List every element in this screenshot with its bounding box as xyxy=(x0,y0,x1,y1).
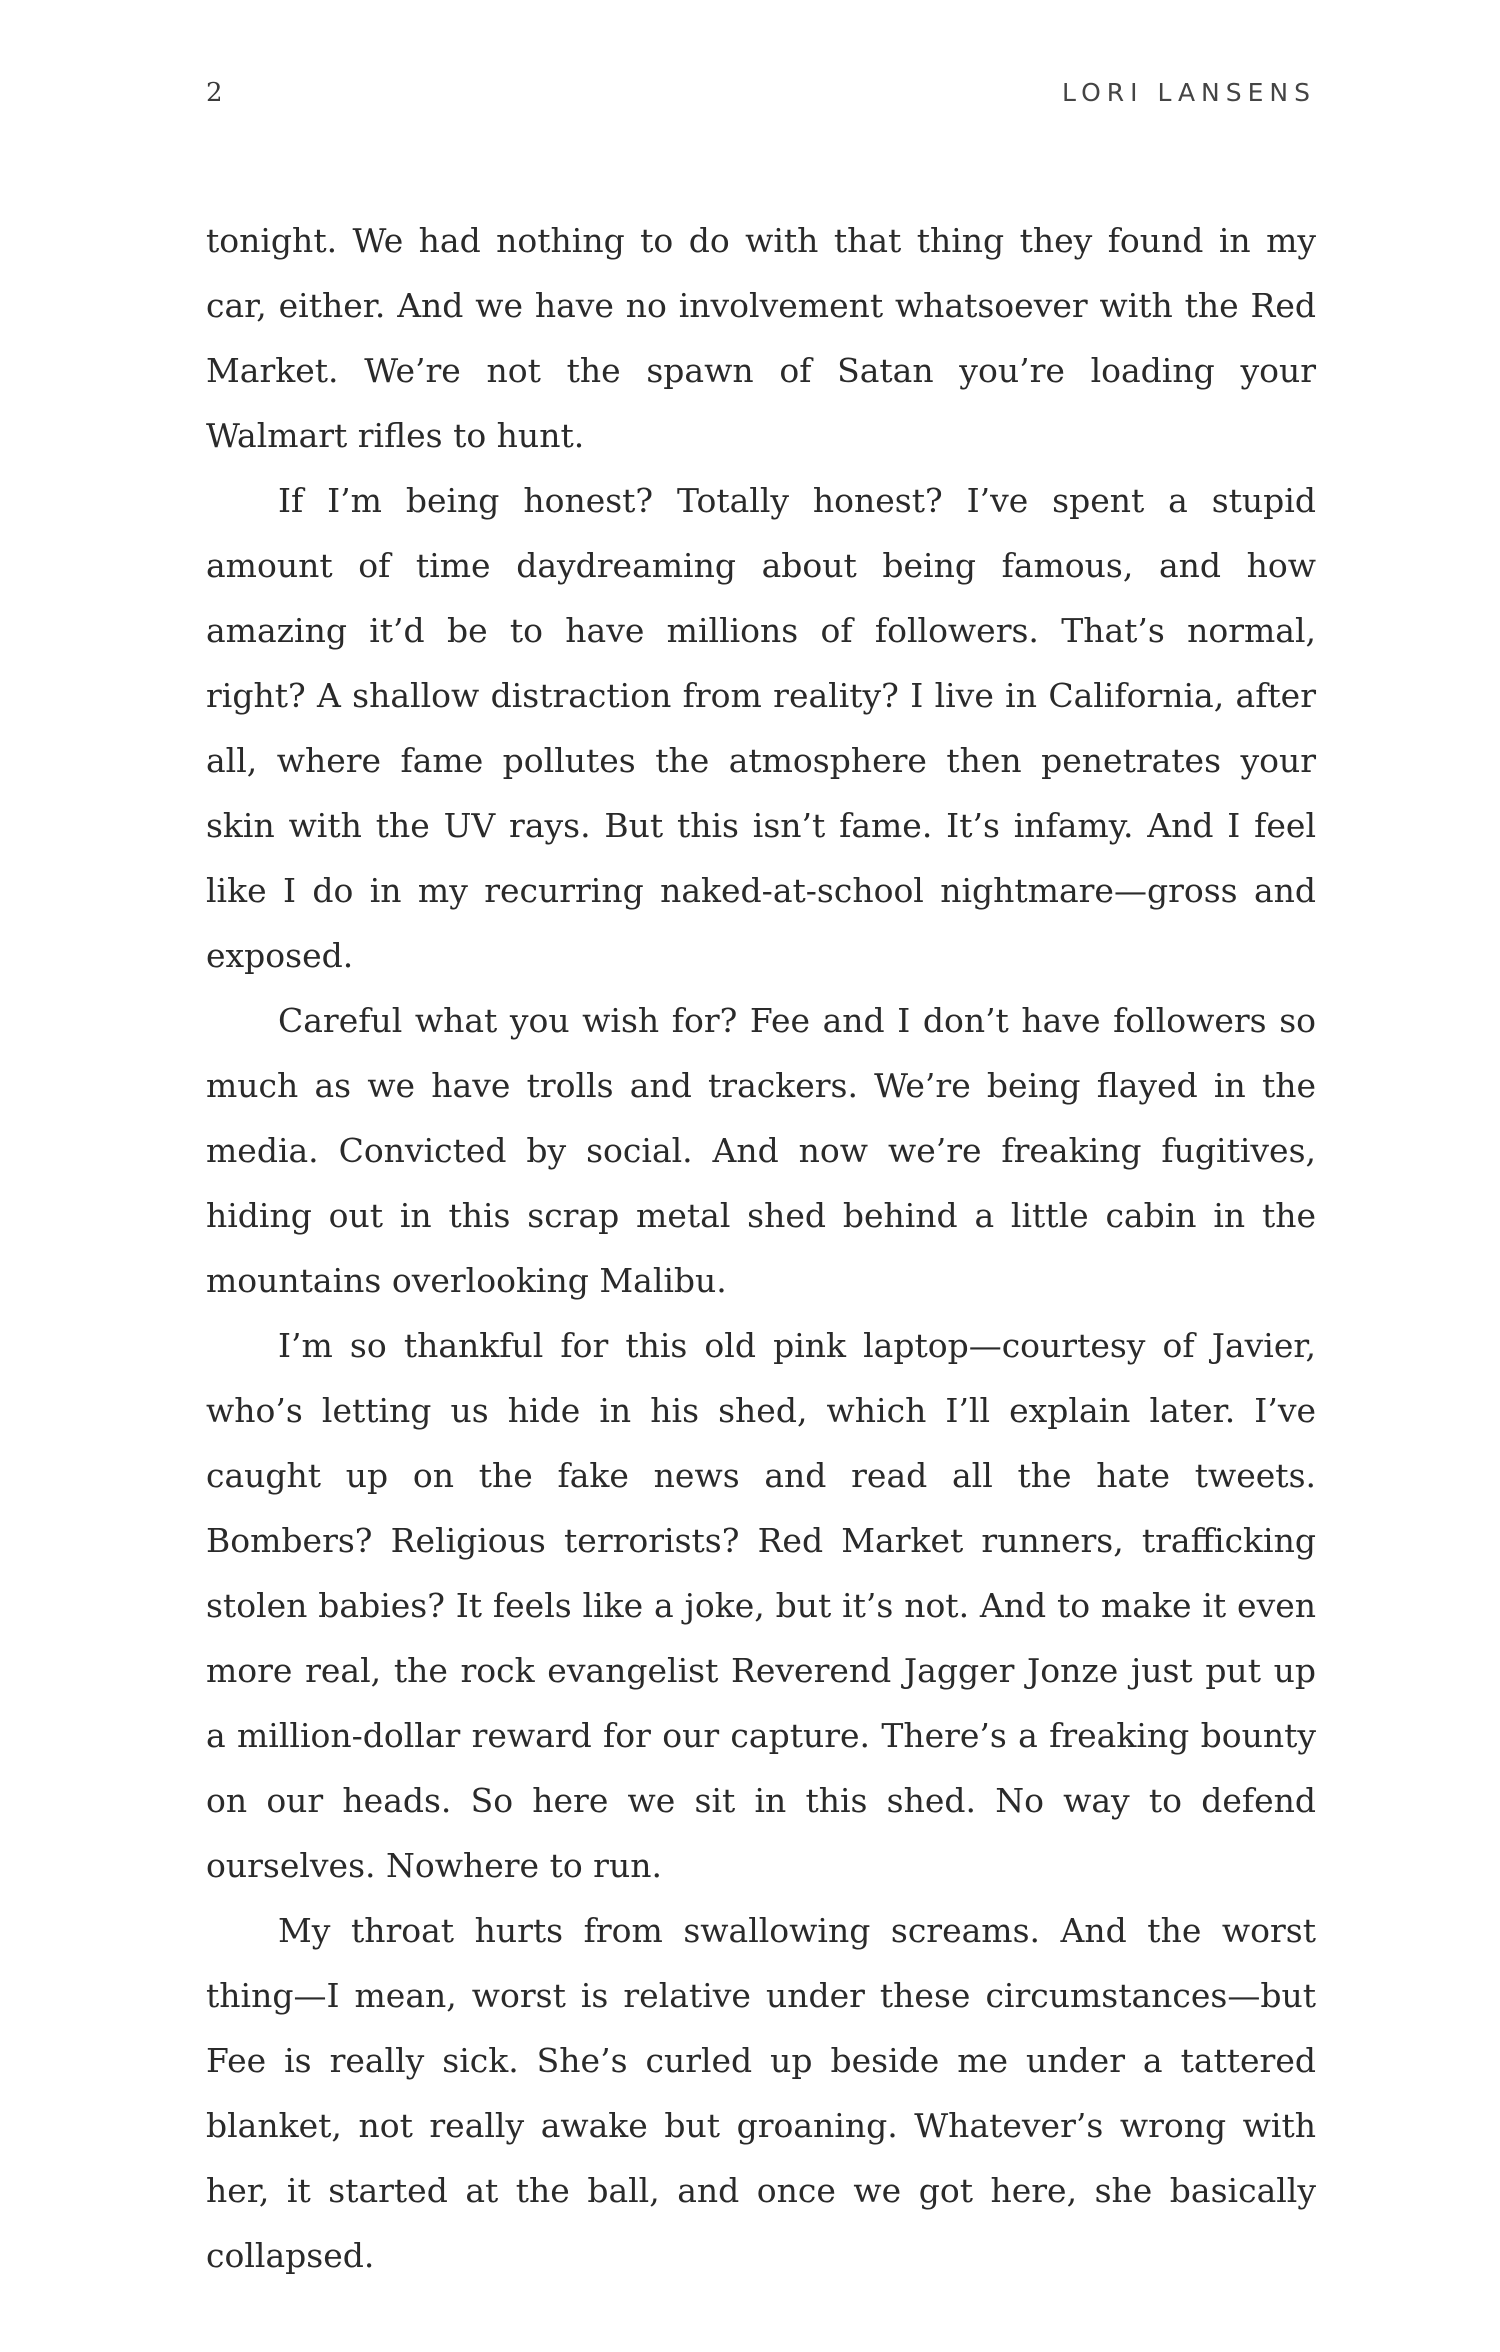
paragraph-3: Careful what you wish for? Fee and I don’t have followers so much as we have trolls and trackers. We’re being flayed in the media. Convicted by social. And now we’re freaking fugitives, hiding out in this scrap metal shed behind a little cabin in the mountains overlooking Malibu. xyxy=(206,1001,1316,1300)
paragraph-5: My throat hurts from swallowing screams. And the worst thing—I mean, worst is relative under these circumstances—but Fee is really sick. She’s curled up beside me under a tattered blanket, not really awake but groaning. Whatever’s wrong with her, it started at the ball, and once we got here, she basically collapsed. xyxy=(206,1911,1316,2275)
page-number: 2 xyxy=(206,78,224,108)
paragraph-2: If I’m being honest? Totally honest? I’ve spent a stupid amount of time daydreaming about being famous, and how amazing it’d be to have millions of followers. That’s normal, right? A shallow distraction from reality? I live in California, after all, where fame pollutes the atmosphere then penetrates your skin with the UV rays. But this isn’t fame. It’s infamy. And I feel like I do in my recurring naked-at-school nightmare—gross and exposed. xyxy=(206,481,1316,975)
running-head-author: LORI LANSENS xyxy=(1062,78,1316,107)
paragraph-1: tonight. We had nothing to do with that thing they found in my car, either. And we have no involvement whatsoever with the Red Market. We’re not the spawn of Satan you’re loading your Walmart rifles to hunt. xyxy=(206,221,1316,455)
body-text xyxy=(206,208,1316,2288)
paragraph-4: I’m so thankful for this old pink laptop—courtesy of Javier, who’s letting us hide in his shed, which I’ll explain later. I’ve caught up on the fake news and read all the hate tweets. Bombers? Religious terrorists? Red Market runners, trafficking stolen babies? It feels like a joke, but it’s not. And to make it even more real, the rock evangelist Reverend Jagger Jonze just put up a million-dollar reward for our capture. There’s a freaking bounty on our heads. So here we sit in this shed. No way to defend ourselves. Nowhere to run. xyxy=(206,1326,1316,1885)
page-header xyxy=(206,78,1316,128)
